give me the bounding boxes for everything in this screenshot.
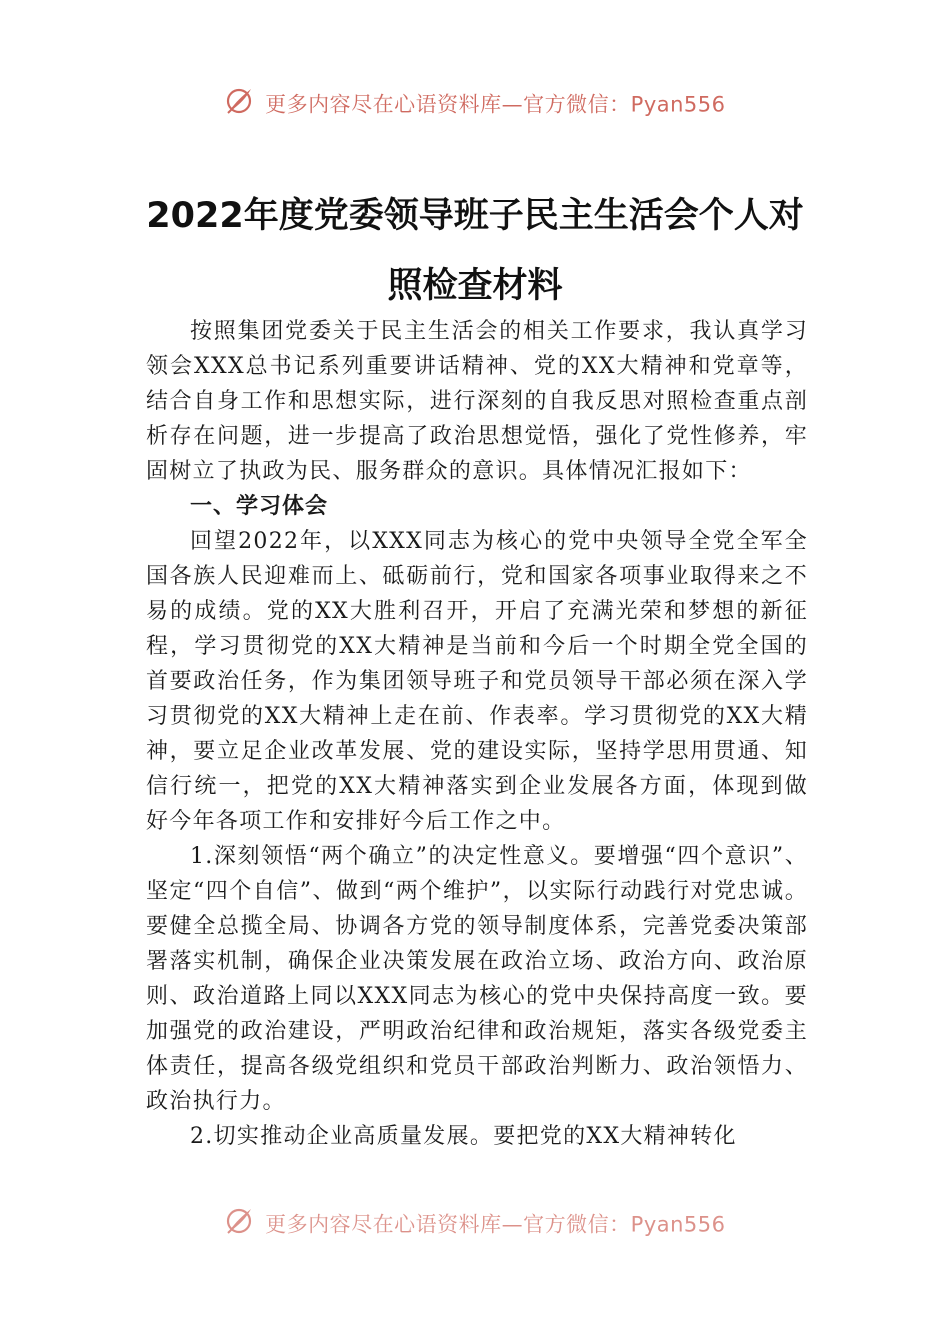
watermark-text: 更多内容尽在心语资料库—官方微信：Pyan556 xyxy=(265,92,726,117)
numbered-item-2: 2.切实推动企业高质量发展。要把党的XX大精神转化 xyxy=(190,1124,737,1149)
watermark-header xyxy=(0,86,950,121)
quill-logo-icon xyxy=(224,1206,254,1241)
watermark-footer xyxy=(0,1206,950,1241)
document-title-line2: 照检查材料 xyxy=(387,266,563,306)
document-title-line1: 2022年度党委领导班子民主生活会个人对 xyxy=(146,196,804,236)
quill-logo-icon xyxy=(224,86,254,121)
section-heading: 一、学习体会 xyxy=(190,494,329,519)
body-paragraph: 回望2022年，以XXX同志为核心的党中央领导全党全军全国各族人民迎难而上、砥砺前行，党和国家各项事业取得来之不易的成绩。党的XX大胜利召开，开启了充满光荣和梦想的新征程，学习贯彻党的XX大精神是当前和今后一个时期全党全国的首要政治任务，作为集团领导班子和党员领导干部必须在深入学习贯彻党的XX大精神上走在前、作表率。学习贯彻党的XX大精神，要立足企业改革发展、党的建设实际，坚持学思用贯通、知信行统一，把党的XX大精神落实到企业发展各方面，体现到做好今年各项工作和安排好今后工作之中。 xyxy=(146,529,808,834)
document-body xyxy=(146,314,808,1154)
watermark-text: 更多内容尽在心语资料库—官方微信：Pyan556 xyxy=(265,1212,726,1237)
numbered-item-1: 1.深刻领悟“两个确立”的决定性意义。要增强“四个意识”、坚定“四个自信”、做到“两个维护”，以实际行动践行对党忠诚。要健全总揽全局、协调各方党的领导制度体系，完善党委决策部署落实机制，确保企业决策发展在政治立场、政治方向、政治原则、政治道路上同以XXX同志为核心的党中央保持高度一致。要加强党的政治建设，严明政治纪律和政治规矩，落实各级党委主体责任，提高各级党组织和党员干部政治判断力、政治领悟力、政治执行力。 xyxy=(146,844,808,1114)
intro-paragraph: 按照集团党委关于民主生活会的相关工作要求，我认真学习领会XXX总书记系列重要讲话精神、党的XX大精神和党章等，结合自身工作和思想实际，进行深刻的自我反思对照检查重点剖析存在问题，进一步提高了政治思想觉悟，强化了党性修养，牢固树立了执政为民、服务群众的意识。具体情况汇报如下： xyxy=(146,319,808,484)
